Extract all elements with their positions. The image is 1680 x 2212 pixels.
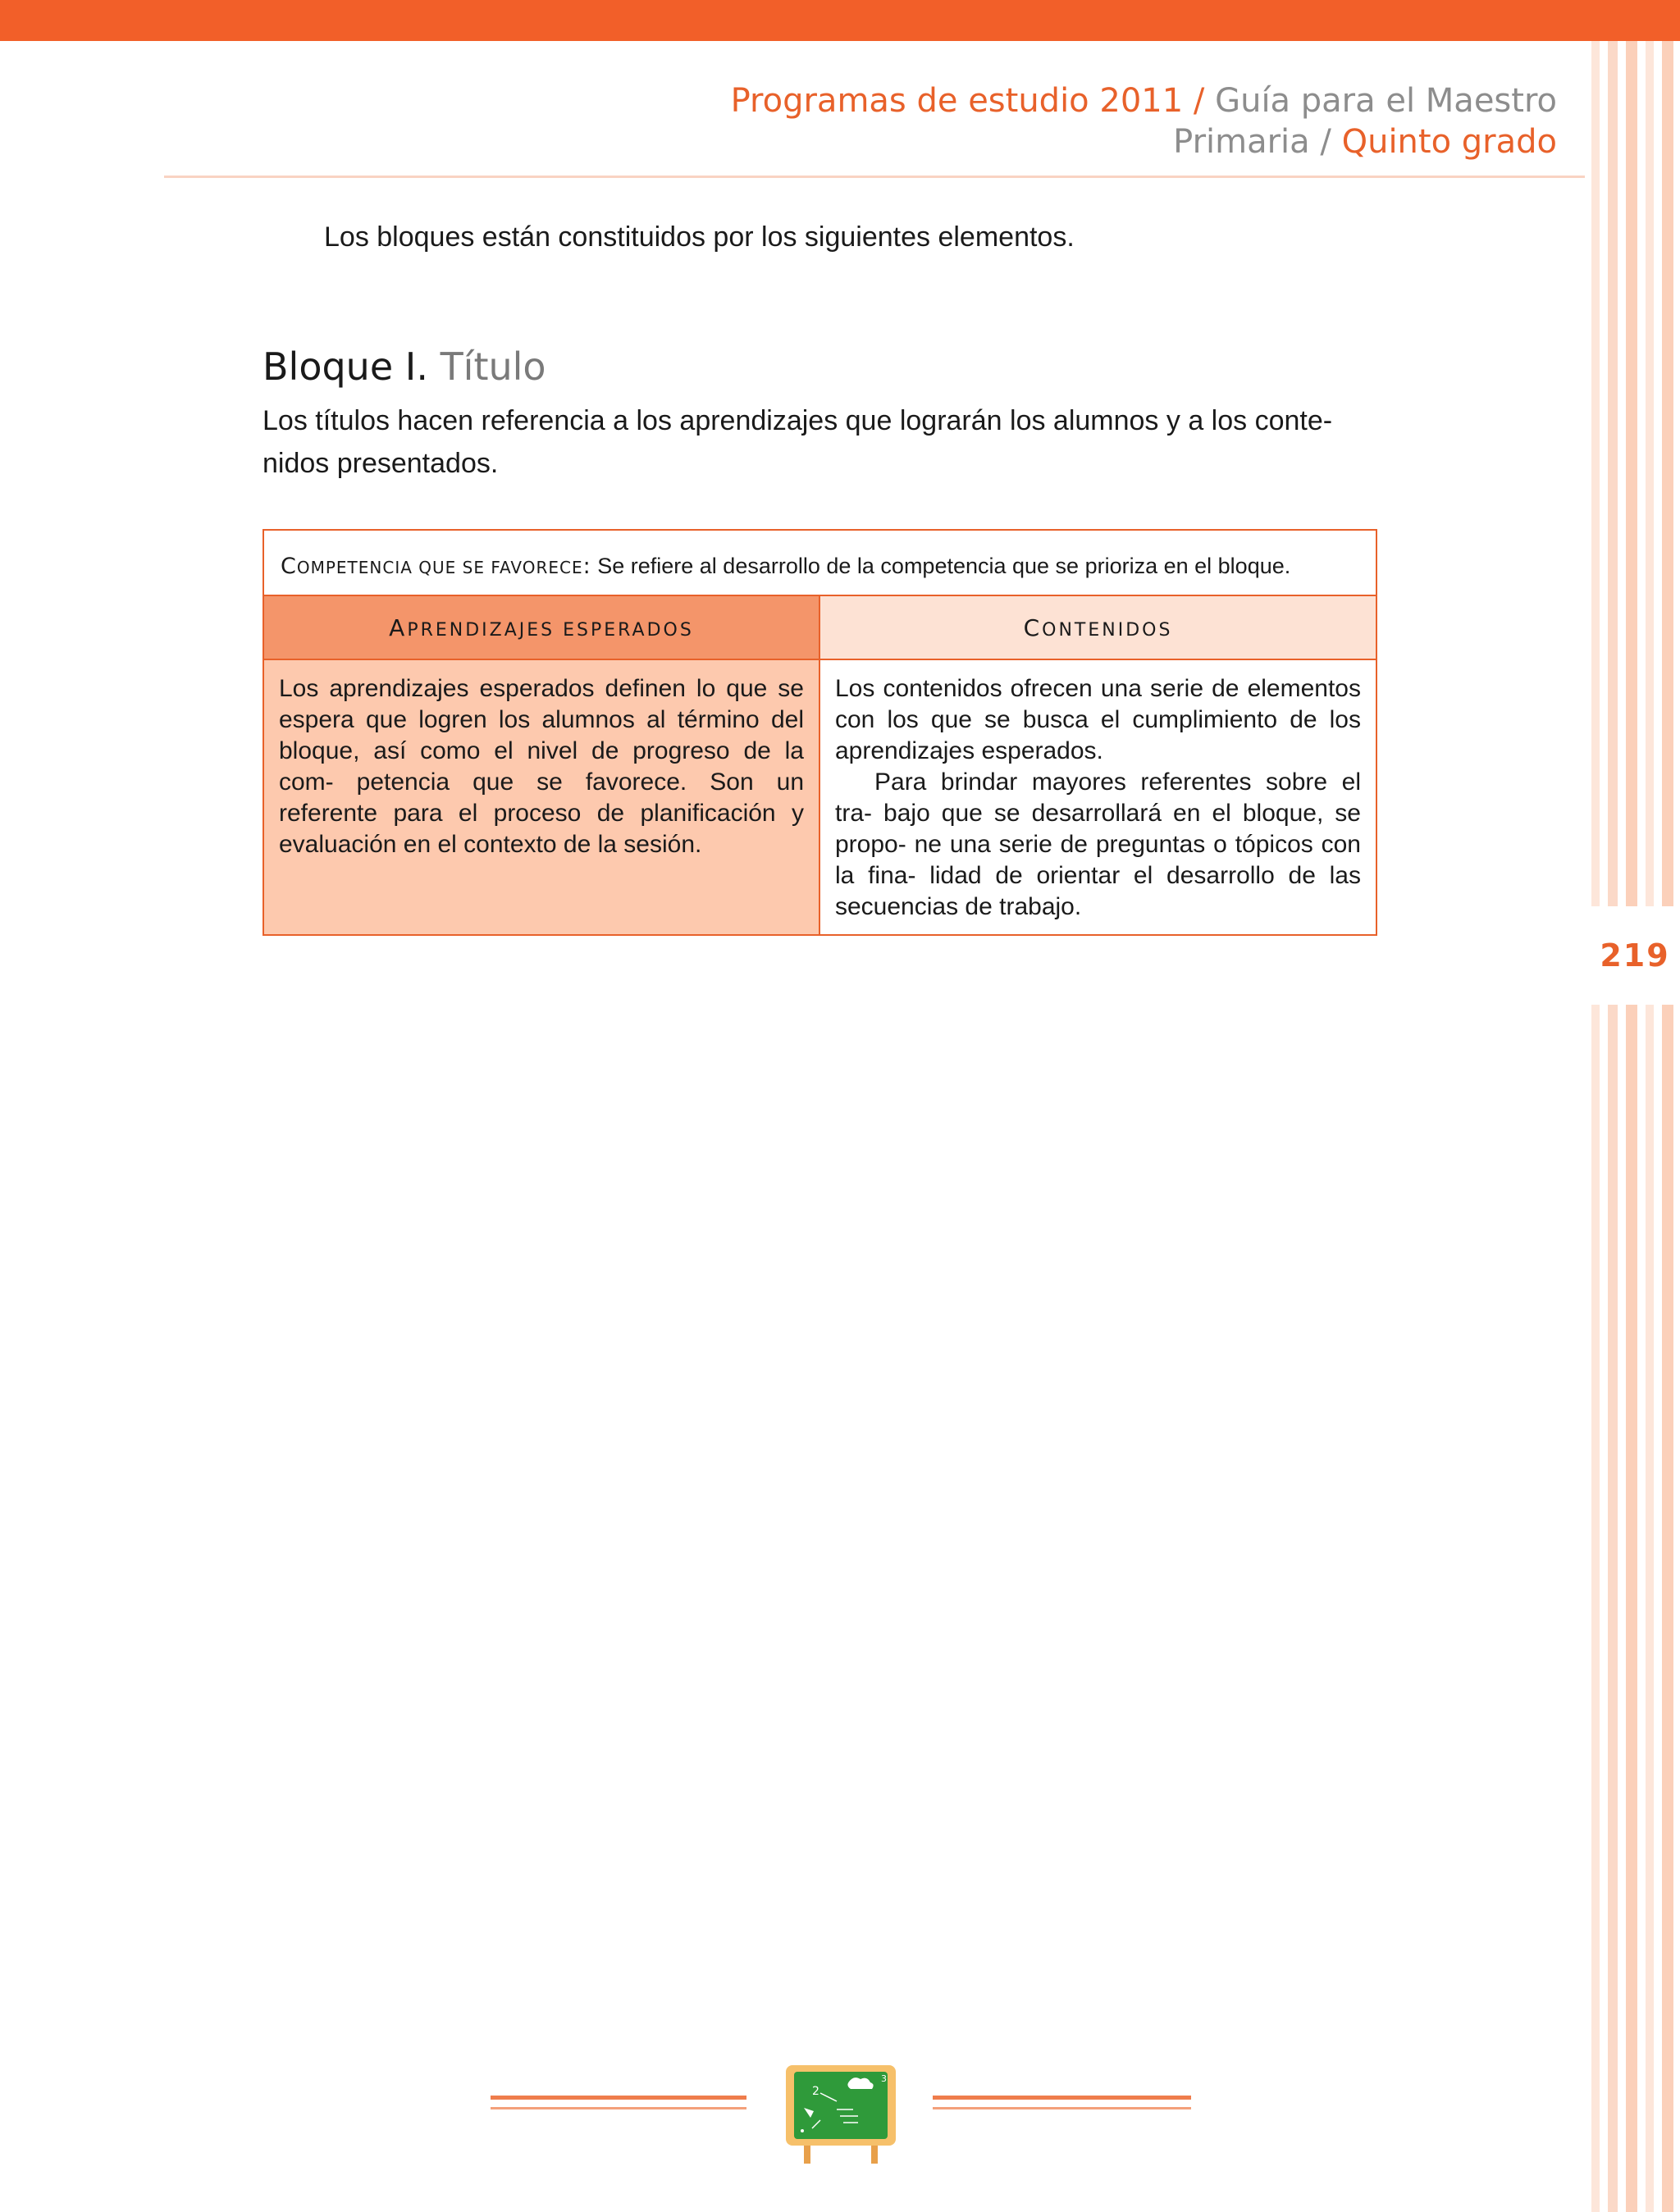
footer-line-right-1 [933,2096,1191,2100]
footer-line-left-2 [491,2107,746,2109]
running-header [731,80,1557,162]
header-rule [164,176,1585,178]
margin-stripes [1590,41,1680,2212]
contenidos-paragraph-2: Para brindar mayores referentes sobre el tra- bajo que se desarrollará en el bloque, se propo- ne una serie de preguntas o tópicos con la fina- lidad de orientar el desarrollo de las secuencias de trabajo. [835,768,1361,920]
bloque-description: Los títulos hacen referencia a los aprendizajes que lograrán los alumnos y a los conte- nidos presentados. [262,405,1333,479]
header-separator: / [1193,82,1205,120]
bloque-heading [262,344,546,389]
header-line-1 [731,80,1557,121]
contenidos-cell [820,660,1376,934]
guide-title: Guía para el Maestro [1215,82,1557,120]
top-color-band [0,0,1680,41]
level-label: Primaria [1173,123,1310,161]
bloque-label: Bloque I. [262,344,428,389]
footer-line-left-1 [491,2096,746,2100]
aprendizajes-header: APRENDIZAJES ESPERADOS [264,596,820,660]
bloque-title: Título [440,344,546,389]
intro-paragraph: Los bloques están constituidos por los siguientes elementos. [324,221,1075,253]
svg-text:3: 3 [881,2073,887,2084]
header-line-2 [731,121,1557,162]
competencia-row [264,531,1376,596]
contenidos-header: CONTENIDOS [820,596,1376,660]
footer-line-right-2 [933,2107,1191,2109]
contenidos-paragraph-1: Los contenidos ofrecen una serie de elementos con los que se busca el cumplimiento de los aprendizajes esperados. [835,675,1361,764]
header-separator-2: / [1320,123,1331,161]
bloque-table [262,529,1377,936]
aprendizajes-cell: Los aprendizajes esperados definen lo que se espera que logren los alumnos al término del bloque, así como el nivel de progreso de la com- petencia que se favorece. Son un referente para el proceso de planificación y evaluación en el contexto de la sesión. [264,660,820,934]
competencia-text: Se refiere al desarrollo de la competencia que se prioriza en el bloque. [591,554,1291,578]
page-number: 219 [1600,937,1670,974]
svg-text:2: 2 [812,2085,819,2098]
competencia-label: COMPETENCIA QUE SE FAVORECE: [281,554,591,579]
grade-label: Quinto grado [1341,123,1557,161]
page-number-box [1590,906,1680,1005]
program-title: Programas de estudio 2011 [730,82,1184,120]
blackboard-icon [779,2059,902,2165]
